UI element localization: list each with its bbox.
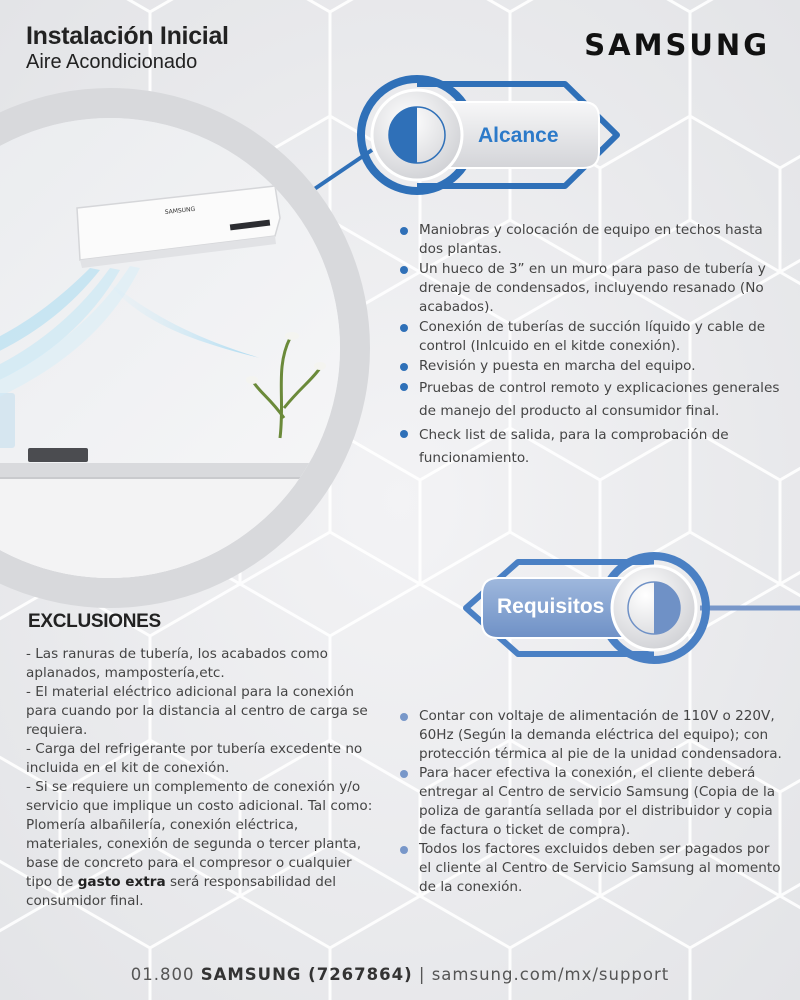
bullet-icon — [400, 383, 408, 391]
list-item: Para hacer efectiva la conexión, el cliente deberá entregar al Centro de servicio Samsung (Copia de la poliza de garantía sellada por el distribuidor y copia de factura o ticket de compra). — [399, 764, 784, 840]
requisitos-label: Requisitos — [497, 595, 605, 618]
list-item: Check list de salida, para la comprobación de funcionamiento. — [399, 424, 784, 470]
bullet-icon — [400, 227, 408, 235]
list-item: Contar con voltaje de alimentación de 110V o 220V, 60Hz (Según la demanda eléctrica del equipo); con protección térmica al pie de la unidad condensadora. — [399, 707, 784, 764]
exclusion-highlight: gasto extra — [77, 874, 166, 890]
list-item: Pruebas de control remoto y explicaciones generales de manejo del producto al consumidor final. — [399, 377, 784, 423]
requisitos-list — [399, 707, 784, 897]
list-item: Conexión de tuberías de succión líquido y cable de control (Inlcuido en el kitde conexión). — [399, 318, 784, 356]
exclusiones-body — [26, 645, 376, 911]
bullet-icon — [400, 430, 408, 438]
list-item: Un hueco de 3” en un muro para paso de tubería y drenaje de condensados, incluyendo resanado (No acabados). — [399, 260, 784, 317]
bullet-icon — [400, 770, 408, 778]
exclusion-item: - Si se requiere un complemento de conexión y/o servicio que implique un costo adicional. Tal como: Plomería albañilería, conexión eléctrica, materiales, conexión de segunda o tercer planta, base de concreto para el compresor o cualquier tipo de gasto extra será responsabilidad del consumidor final. — [26, 779, 373, 909]
list-item: Maniobras y colocación de equipo en techos hasta dos plantas. — [399, 221, 784, 259]
bullet-icon — [400, 846, 408, 854]
page-subtitle: Aire Acondicionado — [26, 51, 198, 73]
alcance-label: Alcance — [478, 124, 559, 147]
bullet-icon — [400, 324, 408, 332]
ac-brand-label: SAMSUNG — [164, 205, 196, 216]
footer-phone-prefix: 01.800 — [130, 965, 201, 984]
exclusiones-title: EXCLUSIONES — [28, 611, 161, 632]
brand-logo: SAMSUNG — [584, 28, 770, 62]
footer — [0, 965, 800, 984]
bullet-icon — [400, 266, 408, 274]
alcance-list — [399, 221, 784, 471]
air-conditioner-photo — [0, 118, 340, 578]
footer-url-link[interactable]: samsung.com/mx/support — [431, 965, 670, 984]
exclusion-item: - Las ranuras de tubería, los acabados como aplanados, mampostería,etc. — [26, 646, 328, 681]
footer-phone[interactable]: SAMSUNG (7267864) — [200, 965, 413, 984]
exclusion-item: - Carga del refrigerante por tubería excedente no incluida en el kit de conexión. — [26, 741, 363, 776]
page-title: Instalación Inicial — [26, 22, 229, 50]
list-item: Todos los factores excluidos deben ser pagados por el cliente al Centro de Servicio Samsung al momento de la conexión. — [399, 840, 784, 897]
bullet-icon — [400, 363, 408, 371]
exclusion-item: - El material eléctrico adicional para la conexión para cuando por la distancia al centro de carga se requiera. — [26, 684, 368, 738]
bullet-icon — [400, 713, 408, 721]
list-item: Revisión y puesta en marcha del equipo. — [399, 357, 784, 376]
footer-separator: | — [412, 965, 432, 984]
